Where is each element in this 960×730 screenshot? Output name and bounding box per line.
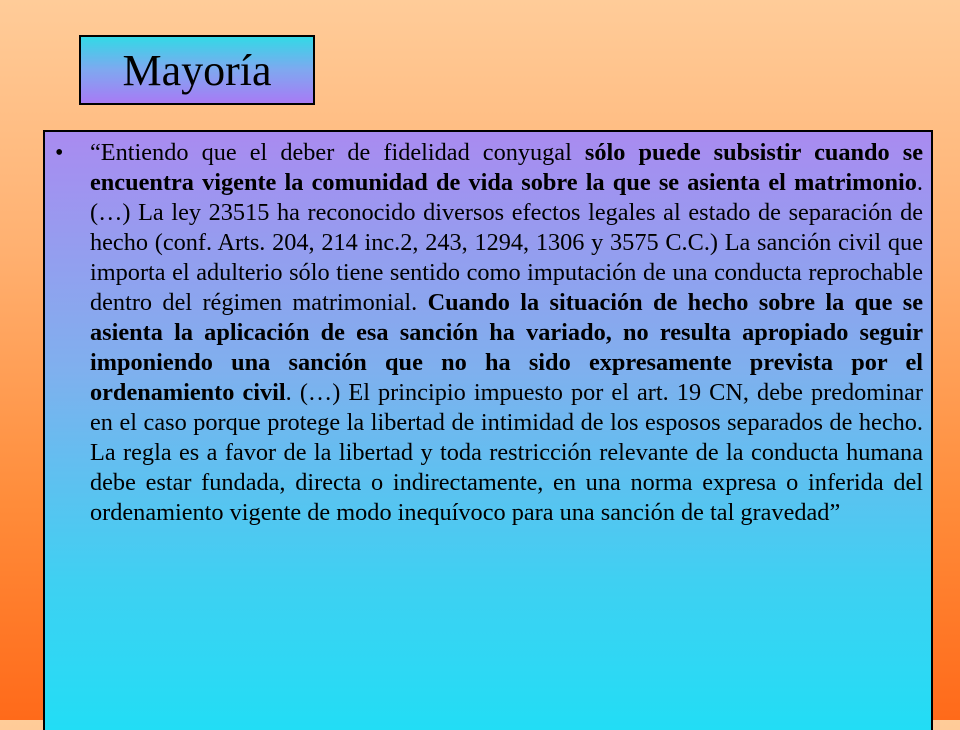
quote-segment: . (…) La ley 23515 ha reconocido diversos efectos legales al estado de separación de hecho (conf. Arts. 204, 214 inc.2, 243, 1294, 1306 y 3575 C.C.) La sanción civil que importa el adulterio sólo tiene sentido como imputación de una conducta reprochable dentro del régimen matrimonial. xyxy=(90,169,923,316)
quote-segment: “Entiendo que el deber de fidelidad conyugal xyxy=(90,139,585,166)
slide-title: Mayoría xyxy=(122,46,272,95)
slide-title-box xyxy=(79,35,315,105)
quote-segment-bold: Cuando la situación de hecho sobre la que se asienta la aplicación de esa sanción ha variado, no resulta apropiado seguir imponiendo una sanción que no ha sido expresamente prevista por el ordenamiento civil xyxy=(90,289,923,406)
quote-paragraph xyxy=(90,138,923,528)
content-box xyxy=(43,130,933,730)
quote-segment: . (…) El principio impuesto por el art. 19 CN, debe predominar en el caso porque protege la libertad de intimidad de los esposos separados de hecho. La regla es a favor de la libertad y toda restricción relevante de la conducta humana debe estar fundada, directa o indirectamente, en una norma expresa o inferida del ordenamiento vigente de modo inequívoco para una sanción de tal gravedad” xyxy=(90,379,923,526)
bullet-marker: • xyxy=(55,140,64,166)
quote-segment-bold: sólo puede subsistir cuando se encuentra vigente la comunidad de vida sobre la que se asienta el matrimonio xyxy=(90,139,923,196)
